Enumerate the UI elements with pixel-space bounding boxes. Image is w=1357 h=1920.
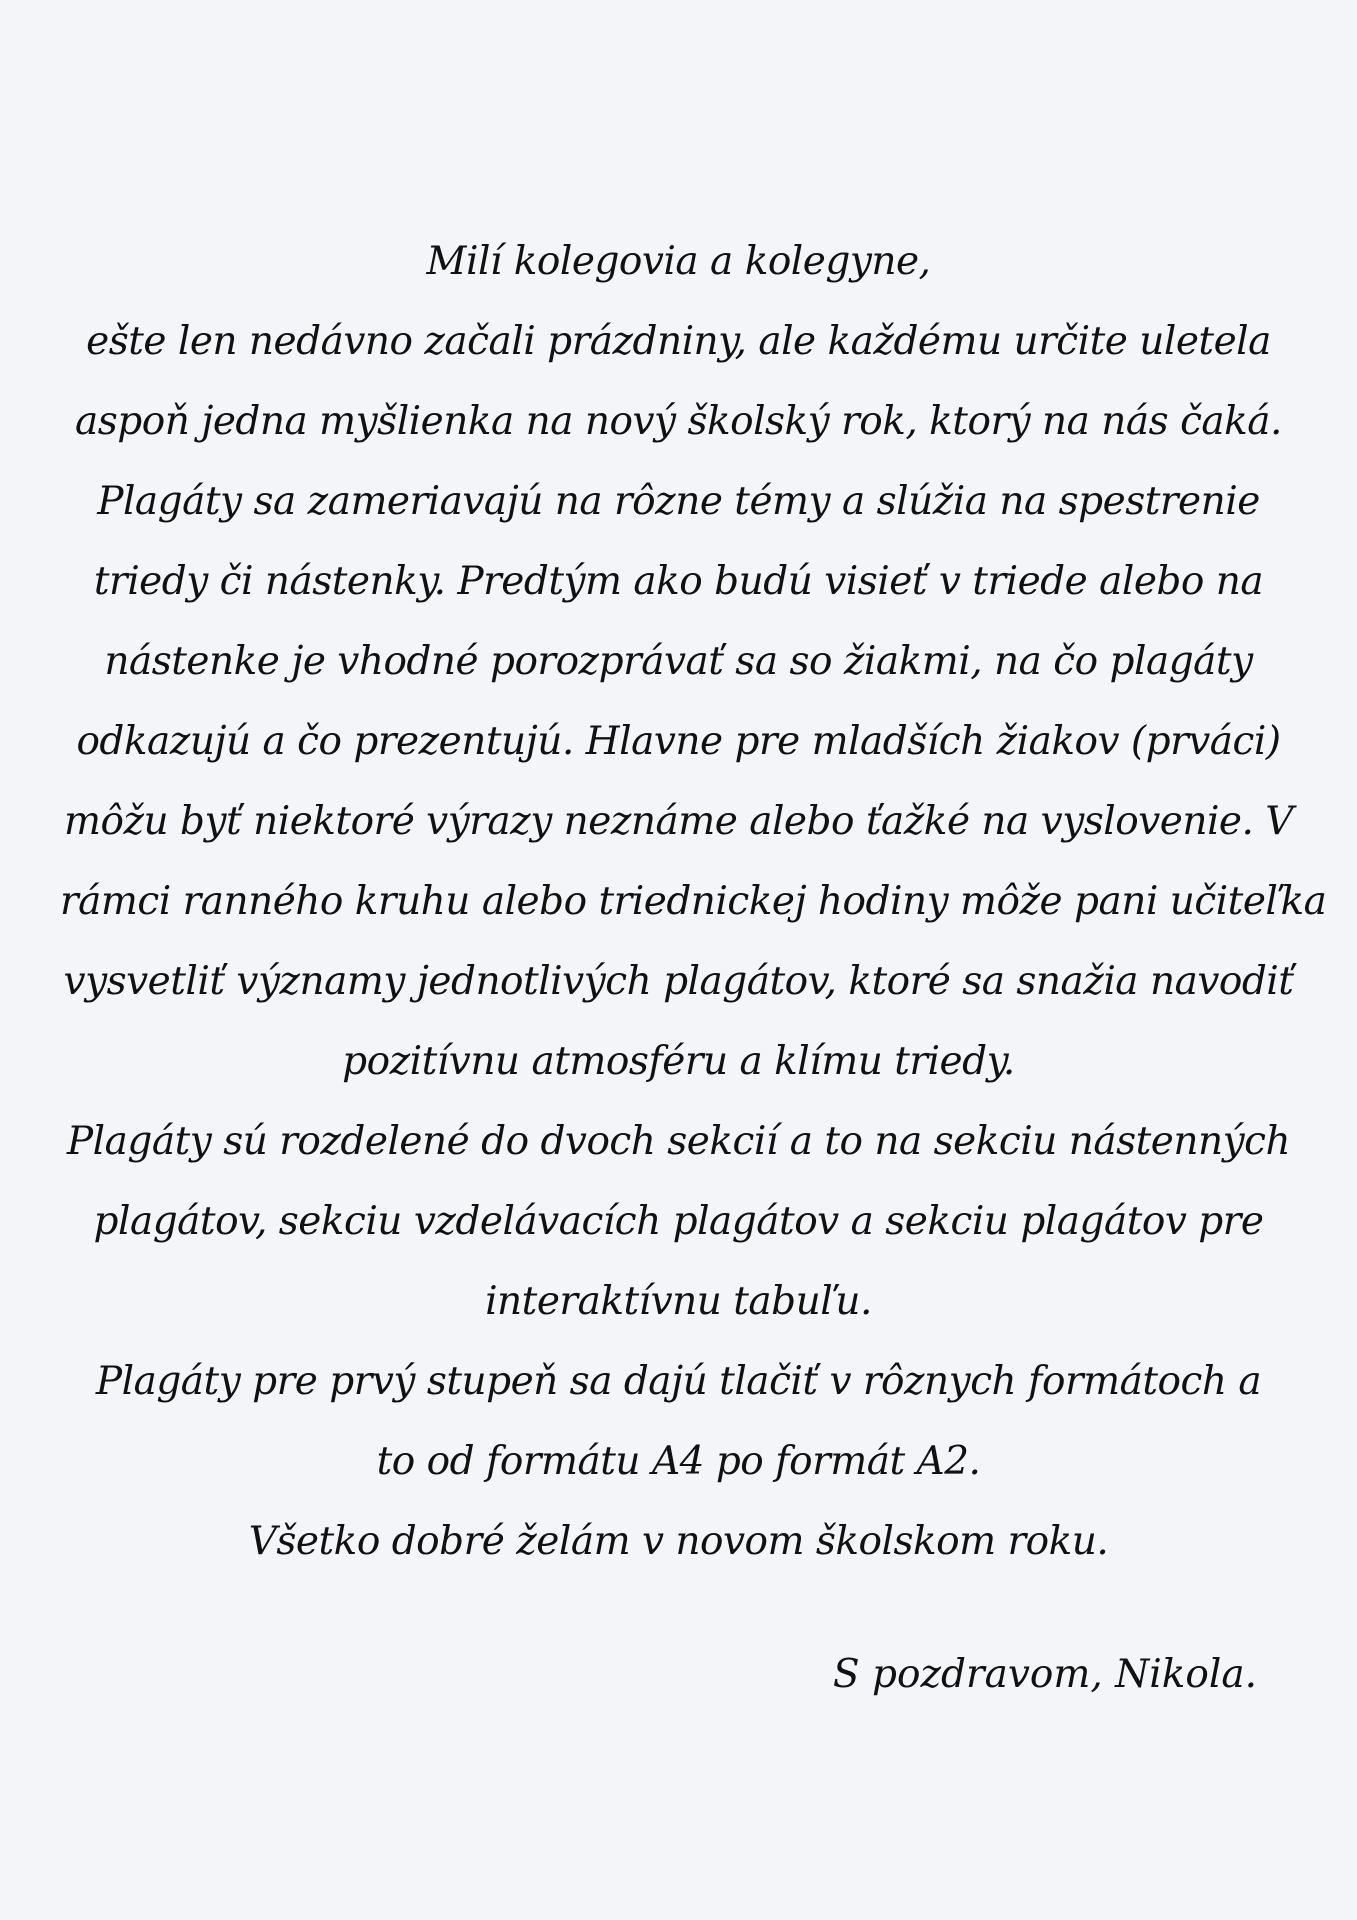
letter-line: Plagáty sú rozdelené do dvoch sekcií a to na sekciu nástenných <box>66 1119 1291 1164</box>
letter-line: plagátov, sekciu vzdelávacích plagátov a sekciu plagátov pre <box>93 1199 1264 1244</box>
letter-line: nástenke je vhodné porozprávať sa so žiakmi, na čo plagáty <box>104 639 1253 684</box>
letter-line: interaktívnu tabuľu. <box>485 1279 872 1324</box>
letter-greeting: Milí kolegovia a kolegyne, <box>426 239 931 284</box>
letter-line: môžu byť niektoré výrazy neznáme alebo ťažké na vyslovenie. V <box>64 799 1293 844</box>
letter-line: rámci ranného kruhu alebo triednickej hodiny môže pani učiteľka <box>60 879 1327 924</box>
letter-line: Všetko dobré želám v novom školskom roku. <box>248 1519 1109 1564</box>
letter-line: aspoň jedna myšlienka na nový školský rok, ktorý na nás čaká. <box>75 399 1282 444</box>
letter-signature: S pozdravom, Nikola. <box>832 1652 1257 1697</box>
letter-line: triedy či nástenky. Predtým ako budú visieť v triede alebo na <box>93 559 1264 604</box>
letter-line: pozitívnu atmosféru a klímu triedy. <box>342 1039 1015 1084</box>
letter-line: odkazujú a čo prezentujú. Hlavne pre mladších žiakov (prváci) <box>76 719 1281 764</box>
letter-line: vysvetliť významy jednotlivých plagátov, ktoré sa snažia navodiť <box>63 959 1294 1004</box>
letter-line: Plagáty pre prvý stupeň sa dajú tlačiť v rôznych formátoch a <box>95 1359 1262 1404</box>
letter-line: ešte len nedávno začali prázdniny, ale každému určite uletela <box>86 319 1271 364</box>
letter-body <box>60 222 1327 1582</box>
letter-line: Plagáty sa zameriavajú na rôzne témy a slúžia na spestrenie <box>97 479 1260 524</box>
letter-line: to od formátu A4 po formát A2. <box>376 1439 981 1484</box>
